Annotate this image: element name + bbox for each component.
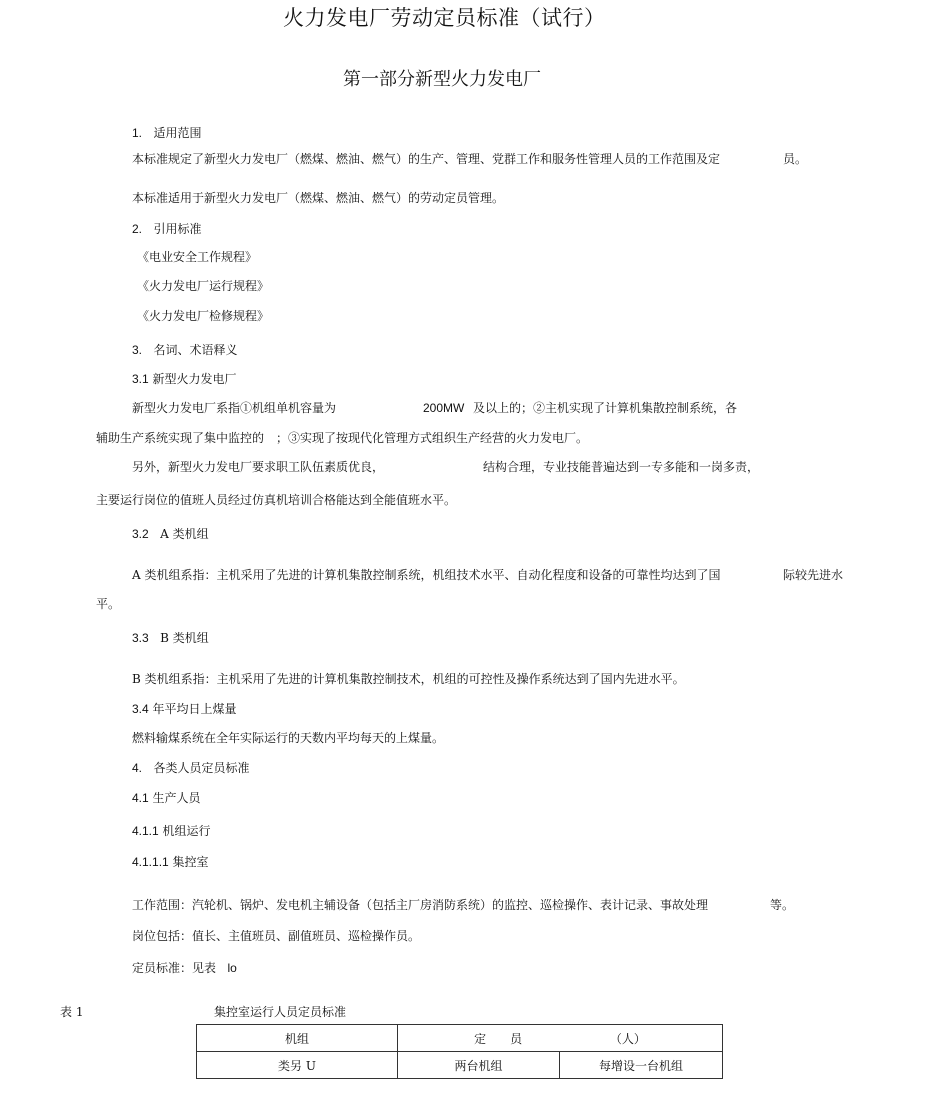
header-cell-unit: 机组 [197, 1025, 398, 1052]
staffing-standard-label: 定员标准：见表 [132, 961, 217, 975]
subsection-number: 3.3 [132, 631, 149, 645]
subsection-title: 新型火力发电厂 [152, 372, 237, 386]
subsection-title: 机组运行 [162, 824, 211, 838]
subsection-4-1-1-heading [132, 823, 211, 839]
subsection-title: 年平均日上煤量 [152, 702, 237, 716]
sec31-line-2: 辅助生产系统实现了集中监控的 ；③实现了按现代化管理方式组织生产经营的火力发电厂。 [96, 431, 589, 445]
subsection-number: 4.1.1.1 [132, 855, 169, 869]
section-2-title: 引用标准 [153, 222, 202, 236]
posts-line: 岗位包括：值长、主值班员、副值班员、巡检操作员。 [132, 929, 421, 943]
subsection-3-2-heading [132, 526, 209, 542]
sec33-line-1: B 类机组系指：主机采用了先进的计算机集散控制技术，机组的可控性及操作系统达到了国内先进水平。 [132, 672, 685, 686]
subsection-title: A 类机组 [160, 527, 209, 541]
section-3-title: 名词、术语释义 [153, 343, 238, 357]
section-3-heading [132, 342, 237, 358]
header-staff-label: 定 员 [474, 1031, 523, 1046]
header-cell-each-additional: 每增设一台机组 [560, 1052, 723, 1079]
subsection-3-3-heading [132, 630, 209, 646]
section-3-number: 3. [132, 343, 143, 357]
section-4-number: 4. [132, 761, 143, 775]
header-cell-two-units: 两台机组 [398, 1052, 560, 1079]
reference-item: 《电业安全工作规程》 [137, 250, 258, 264]
subsection-title: B 类机组 [160, 631, 209, 645]
subsection-3-1-heading [132, 371, 237, 387]
subsection-number: 4.1.1 [132, 824, 159, 838]
subsection-number: 3.2 [132, 527, 149, 541]
section-4-title: 各类人员定员标准 [153, 761, 250, 775]
subsection-number: 3.4 [132, 702, 149, 716]
header-people-unit: （人） [609, 1031, 646, 1046]
section-1-heading [132, 125, 201, 141]
sec34-line-1: 燃料输煤系统在全年实际运行的天数内平均每天的上煤量。 [132, 731, 445, 745]
subsection-number: 4.1 [132, 791, 149, 805]
sec32-line-1a: A 类机组系指：主机采用了先进的计算机集散控制系统，机组技术水平、自动化程度和设备的可靠性均达到了国 [132, 568, 721, 582]
sec32-line-1b: 际较先进水 [783, 568, 844, 582]
sec31-line-1a: 新型火力发电厂系指①机组单机容量为 [132, 401, 337, 415]
staffing-standard-line [132, 960, 237, 976]
section-2-heading [132, 221, 201, 237]
header-cell-staff [398, 1025, 723, 1052]
table-caption: 集控室运行人员定员标准 [214, 1005, 347, 1019]
subsection-number: 3.1 [132, 372, 149, 386]
sec31-line-3b: 结构合理，专业技能普遍达到一专多能和一岗多责， [483, 460, 760, 474]
sec31-line-1c: 及以上的；②主机实现了计算机集散控制系统，各 [473, 401, 738, 415]
part-title: 第一部分新型火力发电厂 [343, 69, 541, 90]
section-1-title: 适用范围 [153, 126, 202, 140]
subsection-title: 生产人员 [152, 791, 201, 805]
sec1-paragraph-1: 本标准规定了新型火力发电厂（燃煤、燃油、燃气）的生产、管理、党群工作和服务性管理人员的工作范围及定 [132, 152, 721, 166]
work-scope-line: 工作范围：汽轮机、锅炉、发电机主辅设备（包括主厂房消防系统）的监控、巡检操作、表计记录、事故处理 [132, 898, 709, 912]
table-row [197, 1025, 723, 1052]
work-scope-end: 等。 [770, 898, 795, 912]
table-row [197, 1052, 723, 1079]
sec32-line-2: 平。 [96, 597, 121, 611]
sec1-paragraph-1-end: 员。 [783, 152, 808, 166]
subsection-4-1-heading [132, 790, 201, 806]
reference-item: 《火力发电厂运行规程》 [137, 279, 270, 293]
staffing-standard-ref: lo [227, 961, 237, 975]
subsection-title: 集控室 [172, 855, 209, 869]
staffing-table [196, 1024, 723, 1079]
sec31-line-4: 主要运行岗位的值班人员经过仿真机培训合格能达到全能值班水平。 [96, 493, 457, 507]
subsection-4-1-1-1-heading [132, 854, 209, 870]
sec31-line-3a: 另外，新型火力发电厂要求职工队伍素质优良， [132, 460, 385, 474]
reference-item: 《火力发电厂检修规程》 [137, 309, 270, 323]
header-cell-type: 类另 U [197, 1052, 398, 1079]
section-2-number: 2. [132, 222, 143, 236]
subsection-3-4-heading [132, 701, 237, 717]
sec31-capacity-value: 200MW [423, 401, 465, 415]
sec1-paragraph-2: 本标准适用于新型火力发电厂（燃煤、燃油、燃气）的劳动定员管理。 [132, 191, 505, 205]
section-4-heading [132, 760, 249, 776]
table-label: 表 1 [60, 1005, 84, 1019]
section-1-number: 1. [132, 126, 143, 140]
document-title: 火力发电厂劳动定员标准（试行） [283, 6, 606, 30]
